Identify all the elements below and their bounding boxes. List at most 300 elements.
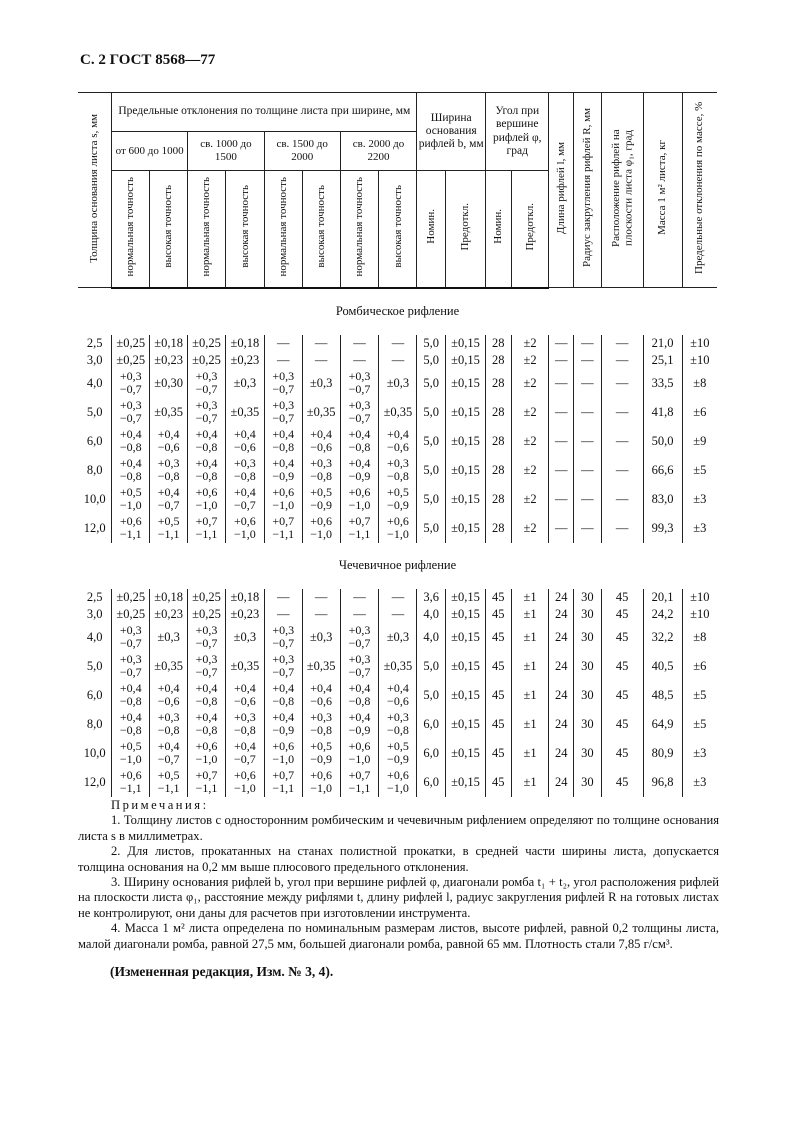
length-cell: 24 <box>549 589 574 606</box>
angle-cell: 45 <box>486 623 512 652</box>
length-cell: 24 <box>549 710 574 739</box>
base-width-tol-cell: ±0,15 <box>446 652 486 681</box>
angle-cell: 28 <box>486 514 512 543</box>
deviation-cell: +0,3 −0,7 <box>188 652 226 681</box>
angle-tol-cell: ±1 <box>511 623 549 652</box>
deviation-cell: +0,6 −1,0 <box>340 485 379 514</box>
notes-heading: Примечания: <box>111 798 209 812</box>
header-thickness: Толщина основания листа s, мм <box>78 93 112 288</box>
deviation-cell: +0,3 −0,7 <box>340 369 379 398</box>
note-4: 4. Масса 1 м² листа определена по номинальным размерам листов, высоте рифлей, равной 0,2 толщины листа, малой диагонали ромба, равной 27,5 мм, большей диагонали ромба, равной 65 мм. Плотность стали 7,85 г/см³. <box>78 921 719 951</box>
base-width-cell: 5,0 <box>417 681 446 710</box>
length-cell: — <box>549 427 574 456</box>
mass-dev-cell: ±10 <box>682 352 717 369</box>
table-row <box>78 335 717 352</box>
deviation-cell: — <box>302 589 340 606</box>
length-cell: — <box>549 335 574 352</box>
deviation-cell: +0,3 −0,8 <box>379 456 417 485</box>
base-width-tol-cell: ±0,15 <box>446 514 486 543</box>
position-cell: 45 <box>601 589 643 606</box>
notes <box>78 798 719 952</box>
deviation-cell: ±0,23 <box>225 606 264 623</box>
deviation-cell: +0,4 −0,7 <box>150 485 188 514</box>
note-2: 2. Для листов, прокатанных на станах полистной прокатки, в средней части ширины листа, допускается толщина основания на 0,2 мм выше плюсового предельного отклонения. <box>78 844 719 874</box>
header-base-width: Ширина основания рифлей b, мм <box>417 93 486 171</box>
angle-tol-cell: ±1 <box>511 739 549 768</box>
position-cell: — <box>601 456 643 485</box>
base-width-cell: 6,0 <box>417 768 446 797</box>
base-width-tol-cell: ±0,15 <box>446 739 486 768</box>
deviation-cell: +0,6 −1,0 <box>379 514 417 543</box>
angle-tol-cell: ±2 <box>511 427 549 456</box>
header-limit: Предоткл. <box>511 171 549 288</box>
deviation-cell: +0,6 −1,1 <box>112 768 150 797</box>
mass-dev-cell: ±8 <box>682 623 717 652</box>
header-limit: Предоткл. <box>446 171 486 288</box>
deviation-cell: — <box>379 335 417 352</box>
mass-cell: 24,2 <box>643 606 682 623</box>
deviation-cell: +0,3 −0,7 <box>264 623 302 652</box>
header-normal: нормальная точность <box>112 171 150 288</box>
angle-cell: 45 <box>486 739 512 768</box>
deviation-cell: — <box>264 589 302 606</box>
deviation-cell: +0,3 −0,8 <box>302 710 340 739</box>
header-nomin: Номин. <box>486 171 512 288</box>
deviation-cell: +0,3 −0,8 <box>150 456 188 485</box>
deviation-cell: ±0,25 <box>112 589 150 606</box>
deviation-cell: +0,3 −0,7 <box>340 398 379 427</box>
thickness-cell: 5,0 <box>86 404 103 419</box>
deviation-cell: ±0,25 <box>188 352 226 369</box>
deviation-cell: +0,6 −1,0 <box>225 514 264 543</box>
deviation-cell: +0,3 −0,7 <box>112 652 150 681</box>
page-title: С. 2 ГОСТ 8568—77 <box>80 52 216 68</box>
deviation-cell: ±0,3 <box>302 369 340 398</box>
angle-tol-cell: ±2 <box>511 398 549 427</box>
deviation-cell: +0,4 −0,9 <box>340 456 379 485</box>
section-title: Чечевичное рифление <box>338 558 457 573</box>
thickness-cell: 5,0 <box>86 658 103 673</box>
angle-tol-cell: ±2 <box>511 514 549 543</box>
deviation-cell: +0,4 −0,8 <box>188 456 226 485</box>
deviation-cell: +0,4 −0,7 <box>225 739 264 768</box>
deviation-cell: +0,6 −1,0 <box>225 768 264 797</box>
table-body <box>78 288 717 797</box>
deviation-cell: — <box>379 352 417 369</box>
base-width-tol-cell: ±0,15 <box>446 398 486 427</box>
length-cell: — <box>549 352 574 369</box>
mass-cell: 20,1 <box>643 589 682 606</box>
mass-cell: 25,1 <box>643 352 682 369</box>
note-3: 3. Ширину основания рифлей b, угол при вершине рифлей φ, диагонали ромба t₁ + t₂, угол расположения рифлей на плоскости листа φ₁, расстояние между рифлями t, длину рифлей l, радиус закругления рифлей R на готовых листах не контролируют, они даны для расчетов при изготовлении инструмента. <box>78 875 719 920</box>
deviation-cell: ±0,35 <box>379 652 417 681</box>
deviation-cell: — <box>264 352 302 369</box>
mass-cell: 40,5 <box>643 652 682 681</box>
angle-tol-cell: ±2 <box>511 369 549 398</box>
section-title: Ромбическое рифление <box>335 304 460 319</box>
angle-tol-cell: ±1 <box>511 589 549 606</box>
header-width-1: от 600 до 1000 <box>112 132 188 171</box>
deviation-cell: +0,3 −0,8 <box>225 456 264 485</box>
base-width-cell: 5,0 <box>417 485 446 514</box>
base-width-cell: 5,0 <box>417 335 446 352</box>
header-mass: Масса 1 м² листа, кг <box>643 93 682 288</box>
angle-tol-cell: ±1 <box>511 710 549 739</box>
deviation-cell: +0,3 −0,7 <box>264 369 302 398</box>
thickness-cell: 2,5 <box>86 589 103 604</box>
radius-cell: 30 <box>574 589 602 606</box>
deviation-cell: — <box>340 589 379 606</box>
base-width-cell: 5,0 <box>417 352 446 369</box>
deviation-cell: +0,3 −0,7 <box>340 623 379 652</box>
radius-cell: 30 <box>574 768 602 797</box>
base-width-tol-cell: ±0,15 <box>446 623 486 652</box>
angle-tol-cell: ±2 <box>511 456 549 485</box>
base-width-cell: 4,0 <box>417 606 446 623</box>
deviation-cell: +0,4 −0,8 <box>188 681 226 710</box>
deviation-cell: ±0,25 <box>112 335 150 352</box>
deviation-cell: +0,4 −0,7 <box>150 739 188 768</box>
length-cell: 24 <box>549 623 574 652</box>
deviation-cell: — <box>379 606 417 623</box>
table-row <box>78 681 717 710</box>
thickness-cell: 6,0 <box>86 687 103 702</box>
header-normal: нормальная точность <box>264 171 302 288</box>
deviation-cell: +0,3 −0,7 <box>264 652 302 681</box>
radius-cell: — <box>574 427 602 456</box>
header-position: Расположение рифлей на плоскости листа φ₁, град <box>601 93 643 288</box>
deviation-cell: ±0,35 <box>379 398 417 427</box>
base-width-tol-cell: ±0,15 <box>446 606 486 623</box>
angle-cell: 28 <box>486 398 512 427</box>
mass-cell: 41,8 <box>643 398 682 427</box>
deviation-cell: +0,7 −1,1 <box>188 514 226 543</box>
deviation-cell: +0,5 −0,9 <box>379 739 417 768</box>
radius-cell: — <box>574 369 602 398</box>
mass-dev-cell: ±5 <box>682 456 717 485</box>
table-row <box>78 739 717 768</box>
length-cell: 24 <box>549 739 574 768</box>
deviation-cell: +0,5 −1,0 <box>112 739 150 768</box>
deviation-cell: +0,7 −1,1 <box>264 514 302 543</box>
base-width-cell: 5,0 <box>417 398 446 427</box>
mass-dev-cell: ±6 <box>682 398 717 427</box>
deviation-cell: +0,7 −1,1 <box>188 768 226 797</box>
spec-table <box>78 92 717 797</box>
deviation-cell: +0,4 −0,8 <box>112 681 150 710</box>
edition-note: (Измененная редакция, Изм. № 3, 4). <box>110 964 334 979</box>
header-width-2: св. 1000 до 1500 <box>188 132 265 171</box>
length-cell: 24 <box>549 606 574 623</box>
deviation-cell: +0,6 −1,0 <box>302 768 340 797</box>
angle-cell: 28 <box>486 427 512 456</box>
angle-tol-cell: ±1 <box>511 652 549 681</box>
angle-cell: 28 <box>486 369 512 398</box>
deviation-cell: +0,4 −0,8 <box>264 681 302 710</box>
length-cell: — <box>549 485 574 514</box>
deviation-cell: ±0,35 <box>150 398 188 427</box>
length-cell: 24 <box>549 652 574 681</box>
base-width-tol-cell: ±0,15 <box>446 335 486 352</box>
angle-cell: 28 <box>486 352 512 369</box>
deviation-cell: — <box>340 606 379 623</box>
deviation-cell: ±0,3 <box>302 623 340 652</box>
thickness-cell: 3,0 <box>86 352 103 367</box>
base-width-tol-cell: ±0,15 <box>446 589 486 606</box>
radius-cell: 30 <box>574 652 602 681</box>
base-width-tol-cell: ±0,15 <box>446 681 486 710</box>
deviation-cell: +0,3 −0,7 <box>112 623 150 652</box>
deviation-cell: +0,4 −0,8 <box>188 710 226 739</box>
table-row <box>78 398 717 427</box>
base-width-cell: 5,0 <box>417 369 446 398</box>
base-width-tol-cell: ±0,15 <box>446 352 486 369</box>
mass-cell: 80,9 <box>643 739 682 768</box>
deviation-cell: ±0,18 <box>150 335 188 352</box>
base-width-tol-cell: ±0,15 <box>446 456 486 485</box>
table-row <box>78 485 717 514</box>
base-width-cell: 5,0 <box>417 652 446 681</box>
position-cell: 45 <box>601 652 643 681</box>
deviation-cell: +0,4 −0,6 <box>379 427 417 456</box>
table-row <box>78 352 717 369</box>
thickness-cell: 8,0 <box>86 716 103 731</box>
thickness-cell: 8,0 <box>86 462 103 477</box>
deviation-cell: +0,4 −0,6 <box>379 681 417 710</box>
mass-cell: 21,0 <box>643 335 682 352</box>
deviation-cell: — <box>302 352 340 369</box>
deviation-cell: ±0,3 <box>225 623 264 652</box>
mass-cell: 99,3 <box>643 514 682 543</box>
length-cell: — <box>549 456 574 485</box>
mass-dev-cell: ±3 <box>682 768 717 797</box>
deviation-cell: +0,4 −0,8 <box>340 681 379 710</box>
position-cell: — <box>601 369 643 398</box>
mass-dev-cell: ±3 <box>682 514 717 543</box>
header-width-4: св. 2000 до 2200 <box>340 132 417 171</box>
table-row <box>78 427 717 456</box>
angle-tol-cell: ±1 <box>511 606 549 623</box>
deviation-cell: ±0,18 <box>225 589 264 606</box>
deviation-cell: +0,4 −0,6 <box>225 681 264 710</box>
mass-dev-cell: ±10 <box>682 589 717 606</box>
mass-cell: 83,0 <box>643 485 682 514</box>
mass-dev-cell: ±10 <box>682 335 717 352</box>
radius-cell: — <box>574 485 602 514</box>
mass-dev-cell: ±9 <box>682 427 717 456</box>
deviation-cell: +0,5 −1,1 <box>150 514 188 543</box>
position-cell: 45 <box>601 606 643 623</box>
deviation-cell: +0,3 −0,7 <box>112 369 150 398</box>
deviation-cell: +0,3 −0,7 <box>264 398 302 427</box>
length-cell: — <box>549 398 574 427</box>
radius-cell: — <box>574 352 602 369</box>
radius-cell: — <box>574 514 602 543</box>
position-cell: 45 <box>601 710 643 739</box>
deviation-cell: ±0,23 <box>225 352 264 369</box>
thickness-cell: 3,0 <box>86 606 103 621</box>
deviation-cell: +0,3 −0,7 <box>188 369 226 398</box>
header-normal: нормальная точность <box>188 171 226 288</box>
angle-cell: 45 <box>486 768 512 797</box>
deviation-cell: ±0,25 <box>188 589 226 606</box>
deviation-cell: +0,4 −0,6 <box>150 427 188 456</box>
base-width-cell: 3,6 <box>417 589 446 606</box>
deviation-cell: ±0,25 <box>112 352 150 369</box>
mass-cell: 32,2 <box>643 623 682 652</box>
mass-cell: 33,5 <box>643 369 682 398</box>
angle-cell: 45 <box>486 710 512 739</box>
deviation-cell: +0,6 −1,0 <box>379 768 417 797</box>
deviation-cell: +0,6 −1,0 <box>264 739 302 768</box>
base-width-cell: 5,0 <box>417 456 446 485</box>
header-limits: Предельные отклонения по толщине листа при ширине, мм <box>112 93 417 132</box>
deviation-cell: +0,3 −0,8 <box>150 710 188 739</box>
mass-dev-cell: ±5 <box>682 710 717 739</box>
deviation-cell: +0,4 −0,7 <box>225 485 264 514</box>
thickness-cell: 12,0 <box>83 520 106 535</box>
position-cell: — <box>601 335 643 352</box>
deviation-cell: +0,6 −1,0 <box>264 485 302 514</box>
base-width-cell: 5,0 <box>417 427 446 456</box>
mass-dev-cell: ±3 <box>682 485 717 514</box>
mass-cell: 50,0 <box>643 427 682 456</box>
deviation-cell: ±0,23 <box>150 606 188 623</box>
mass-cell: 64,9 <box>643 710 682 739</box>
deviation-cell: +0,4 −0,9 <box>264 710 302 739</box>
base-width-tol-cell: ±0,15 <box>446 710 486 739</box>
deviation-cell: — <box>340 352 379 369</box>
base-width-cell: 5,0 <box>417 514 446 543</box>
angle-tol-cell: ±2 <box>511 485 549 514</box>
deviation-cell: ±0,35 <box>225 652 264 681</box>
angle-cell: 45 <box>486 681 512 710</box>
header-high: высокая точность <box>302 171 340 288</box>
mass-cell: 66,6 <box>643 456 682 485</box>
header-length: Длина рифлей l, мм <box>549 93 574 288</box>
header-nomin: Номин. <box>417 171 446 288</box>
table-row <box>78 369 717 398</box>
header-high: высокая точность <box>150 171 188 288</box>
thickness-cell: 10,0 <box>83 745 106 760</box>
table-row <box>78 652 717 681</box>
mass-dev-cell: ±6 <box>682 652 717 681</box>
radius-cell: 30 <box>574 710 602 739</box>
position-cell: — <box>601 427 643 456</box>
deviation-cell: — <box>302 606 340 623</box>
angle-cell: 28 <box>486 485 512 514</box>
deviation-cell: +0,5 −1,0 <box>112 485 150 514</box>
deviation-cell: +0,3 −0,7 <box>188 398 226 427</box>
base-width-cell: 4,0 <box>417 623 446 652</box>
radius-cell: — <box>574 335 602 352</box>
deviation-cell: +0,3 −0,7 <box>340 652 379 681</box>
deviation-cell: ±0,3 <box>379 623 417 652</box>
deviation-cell: ±0,25 <box>188 335 226 352</box>
deviation-cell: +0,7 −1,1 <box>340 514 379 543</box>
position-cell: 45 <box>601 623 643 652</box>
mass-dev-cell: ±8 <box>682 369 717 398</box>
table-row <box>78 768 717 797</box>
mass-cell: 96,8 <box>643 768 682 797</box>
deviation-cell: ±0,3 <box>150 623 188 652</box>
deviation-cell: — <box>340 335 379 352</box>
deviation-cell: +0,7 −1,1 <box>340 768 379 797</box>
angle-cell: 28 <box>486 456 512 485</box>
deviation-cell: ±0,35 <box>302 398 340 427</box>
radius-cell: 30 <box>574 623 602 652</box>
radius-cell: — <box>574 456 602 485</box>
length-cell: — <box>549 514 574 543</box>
position-cell: 45 <box>601 768 643 797</box>
deviation-cell: — <box>264 335 302 352</box>
deviation-cell: +0,7 −1,1 <box>264 768 302 797</box>
note-1: 1. Толщину листов с односторонним ромбическим и чечевичным рифлением определяют по толщине основания листа s в миллиметрах. <box>78 813 719 843</box>
position-cell: — <box>601 485 643 514</box>
radius-cell: 30 <box>574 681 602 710</box>
deviation-cell: — <box>379 589 417 606</box>
deviation-cell: ±0,3 <box>379 369 417 398</box>
position-cell: 45 <box>601 739 643 768</box>
base-width-tol-cell: ±0,15 <box>446 369 486 398</box>
thickness-cell: 10,0 <box>83 491 106 506</box>
deviation-cell: +0,5 −0,9 <box>379 485 417 514</box>
deviation-cell: +0,6 −1,0 <box>188 739 226 768</box>
mass-dev-cell: ±10 <box>682 606 717 623</box>
radius-cell: — <box>574 398 602 427</box>
base-width-cell: 6,0 <box>417 739 446 768</box>
deviation-cell: ±0,25 <box>188 606 226 623</box>
deviation-cell: +0,3 −0,8 <box>302 456 340 485</box>
deviation-cell: +0,4 −0,9 <box>340 710 379 739</box>
angle-cell: 45 <box>486 606 512 623</box>
deviation-cell: ±0,18 <box>150 589 188 606</box>
deviation-cell: +0,4 −0,8 <box>264 427 302 456</box>
deviation-cell: ±0,23 <box>150 352 188 369</box>
header-radius: Радиус закругления рифлей R, мм <box>574 93 602 288</box>
deviation-cell: ±0,25 <box>112 606 150 623</box>
radius-cell: 30 <box>574 739 602 768</box>
angle-tol-cell: ±2 <box>511 335 549 352</box>
deviation-cell: ±0,35 <box>302 652 340 681</box>
position-cell: — <box>601 398 643 427</box>
deviation-cell: ±0,18 <box>225 335 264 352</box>
base-width-tol-cell: ±0,15 <box>446 768 486 797</box>
deviation-cell: — <box>302 335 340 352</box>
base-width-cell: 6,0 <box>417 710 446 739</box>
table-row <box>78 710 717 739</box>
deviation-cell: +0,4 −0,6 <box>302 681 340 710</box>
deviation-cell: +0,4 −0,8 <box>112 710 150 739</box>
thickness-cell: 2,5 <box>86 335 103 350</box>
deviation-cell: +0,6 −1,1 <box>112 514 150 543</box>
table-row <box>78 623 717 652</box>
angle-cell: 45 <box>486 652 512 681</box>
header-width-3: св. 1500 до 2000 <box>264 132 340 171</box>
deviation-cell: +0,4 −0,9 <box>264 456 302 485</box>
deviation-cell: +0,4 −0,6 <box>150 681 188 710</box>
table-row <box>78 456 717 485</box>
header-high: высокая точность <box>379 171 417 288</box>
deviation-cell: +0,5 −1,1 <box>150 768 188 797</box>
angle-tol-cell: ±1 <box>511 681 549 710</box>
mass-cell: 48,5 <box>643 681 682 710</box>
position-cell: — <box>601 352 643 369</box>
base-width-tol-cell: ±0,15 <box>446 427 486 456</box>
header-mass-dev: Предельные отклонения по массе, % <box>682 93 717 288</box>
thickness-cell: 12,0 <box>83 774 106 789</box>
table-row <box>78 514 717 543</box>
